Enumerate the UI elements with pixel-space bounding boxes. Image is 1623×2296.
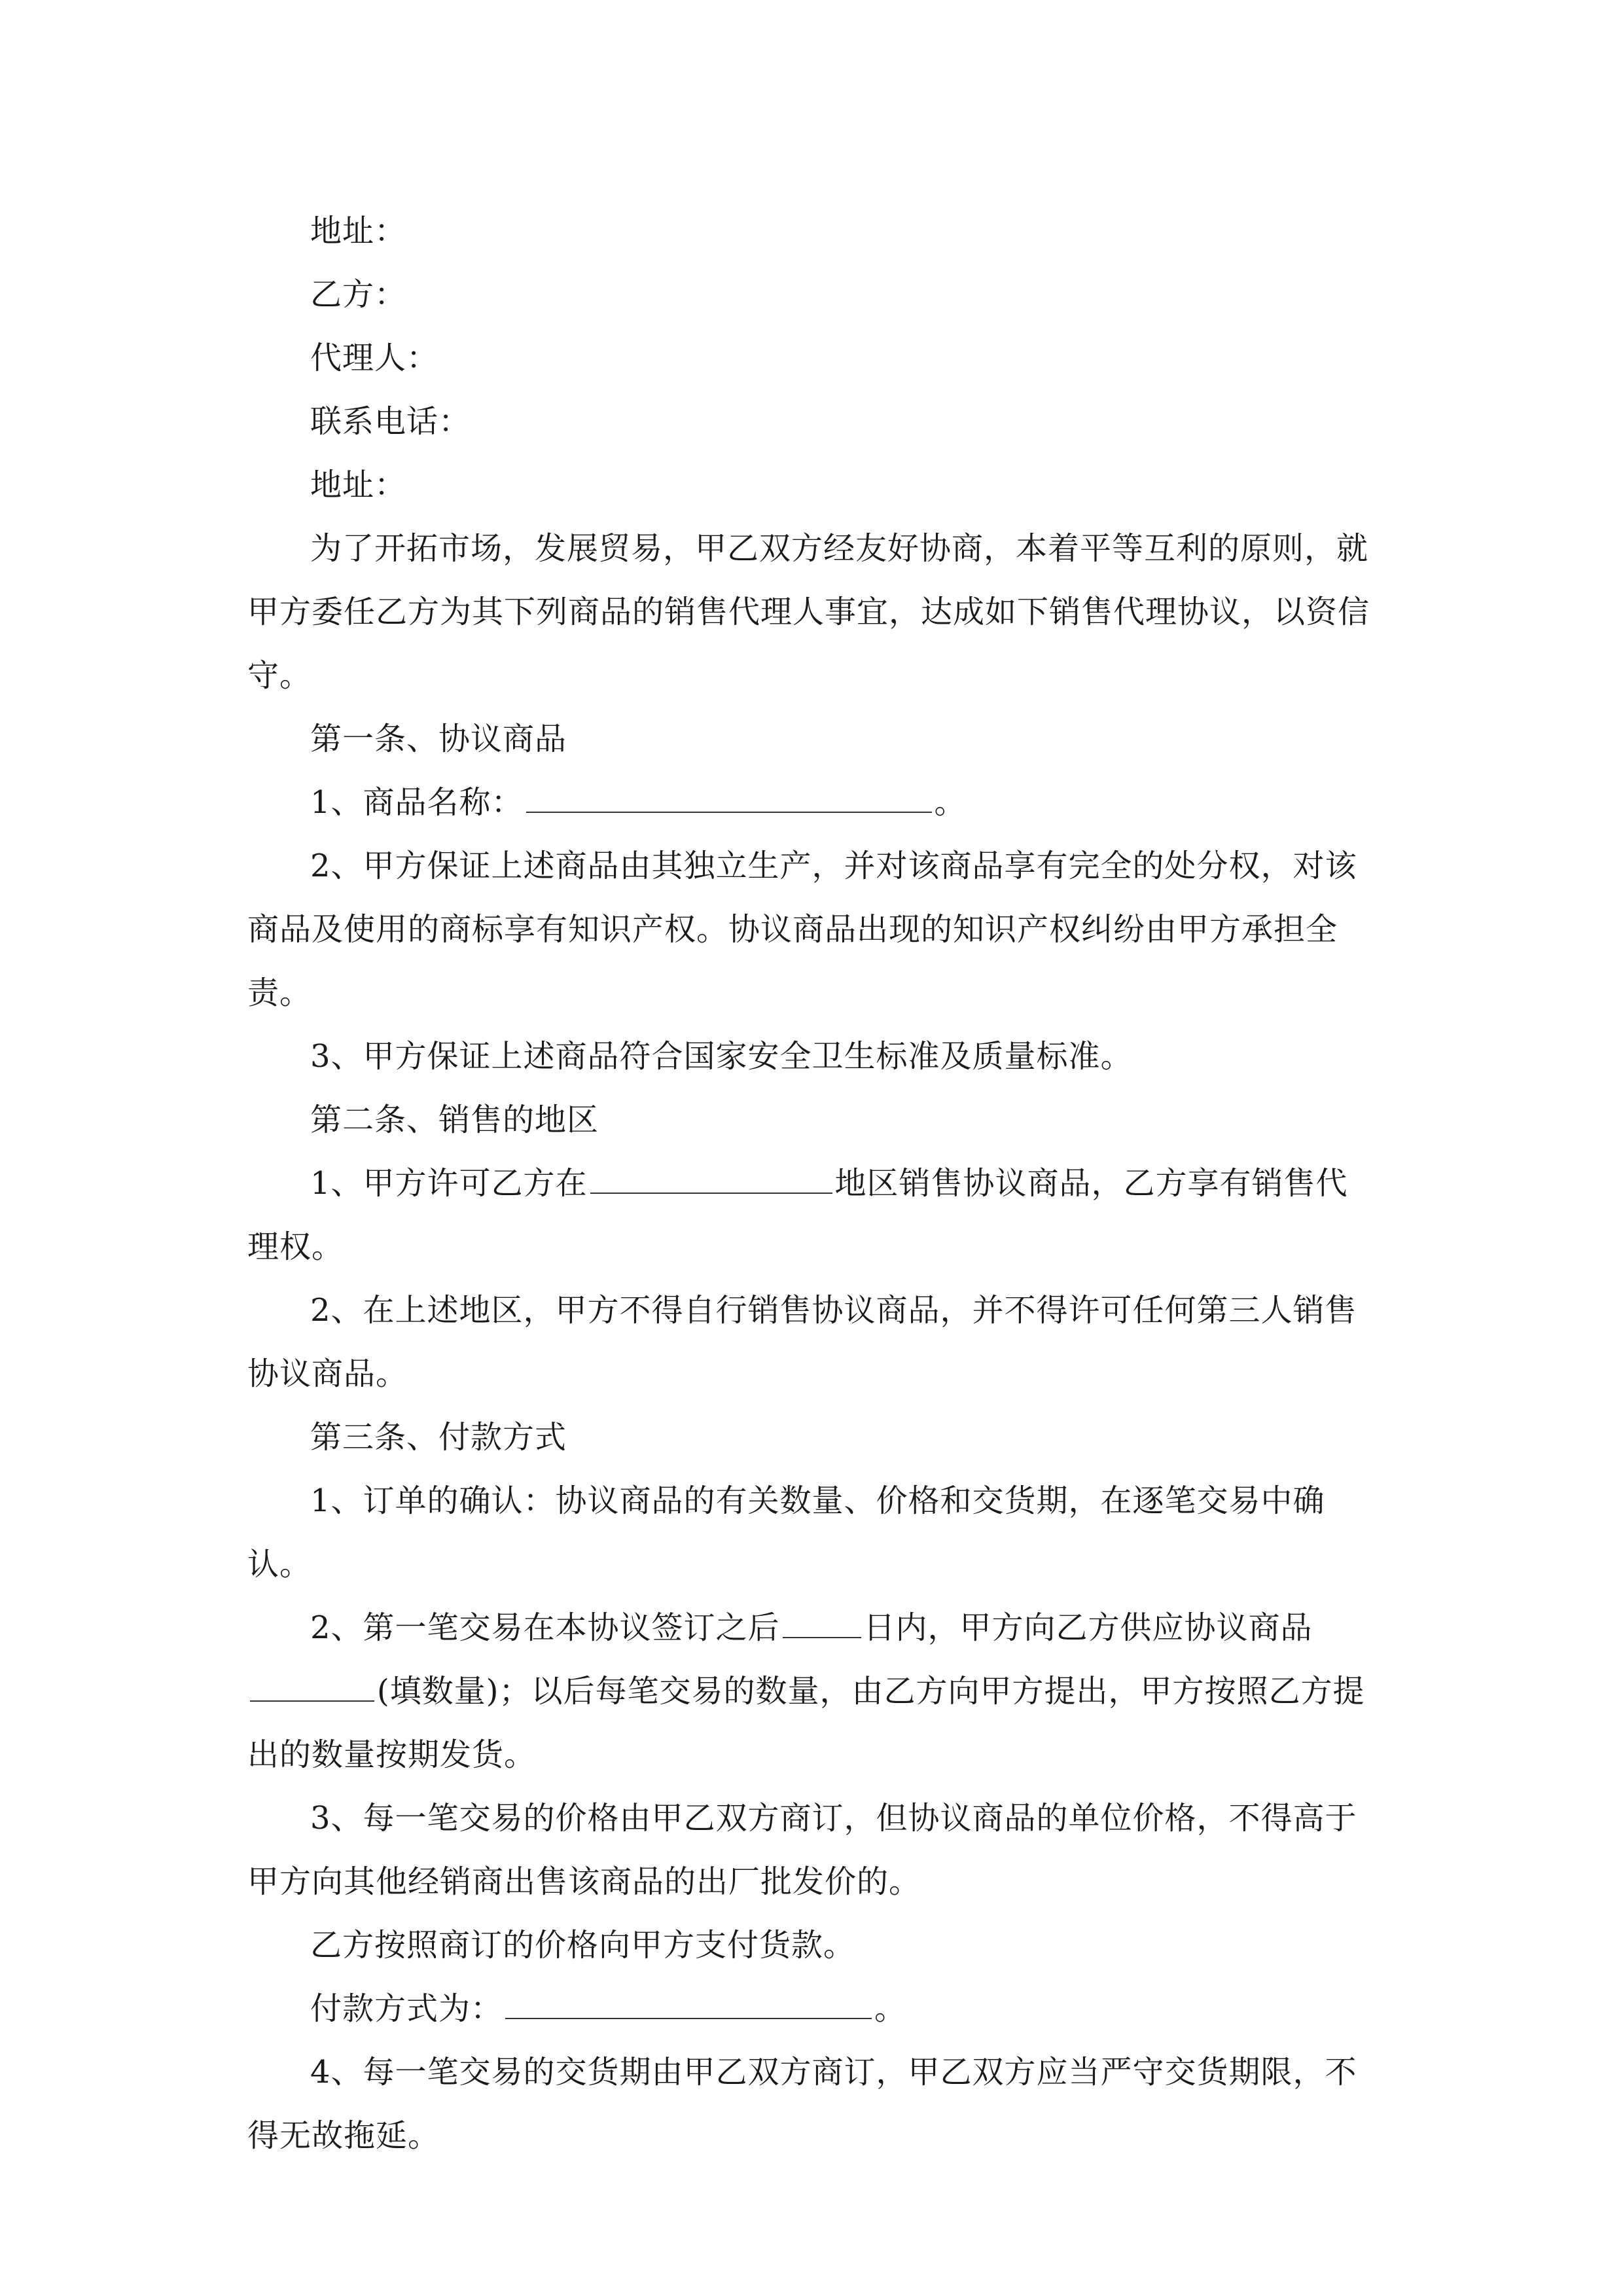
article-3-heading: 第三条、付款方式 [310,1419,567,1456]
address-line-party-b: 地址： [310,467,407,503]
article-2-item-1-prefix: 1、甲方许可乙方在 [310,1165,588,1202]
article-2-heading: 第二条、销售的地区 [310,1102,599,1138]
payment-method-suffix: 。 [874,1990,907,2027]
article-3-item-2-part-2: 日内，甲方向乙方供应协议商品 [863,1609,1313,1646]
party-b-line: 乙方： [310,276,407,313]
article-3-item-3: 3、每一笔交易的价格由甲乙双方商订，但协议商品的单位价格，不得高于甲方向其他经销商出售该商品的出厂批发价的。 [247,1800,1357,1900]
region-blank [590,1158,832,1194]
article-3-item-2-part-3: (填数量)；以后每笔交易的数量，由乙方向甲方提出，甲方按照乙方提出的数量按期发货。 [247,1673,1365,1773]
article-1-item-1-prefix: 1、商品名称： [310,784,524,821]
document-body [247,200,1380,2168]
days-blank [783,1603,861,1638]
payment-method-line [247,1977,1380,2041]
phone-line: 联系电话： [310,403,471,440]
article-1-item-1-suffix: 。 [934,784,967,821]
article-3-item-2-part-1: 2、第一笔交易在本协议签订之后 [310,1609,780,1646]
payment-method-prefix: 付款方式为： [310,1990,503,2027]
article-3-item-4: 4、每一笔交易的交货期由甲乙双方商订，甲乙双方应当严守交货期限，不得无故拖延。 [247,2054,1357,2154]
quantity-blank [250,1666,374,1702]
payment-method-blank [505,1984,872,2019]
article-1-heading: 第一条、协议商品 [310,721,567,757]
article-2-item-2: 2、在上述地区，甲方不得自行销售协议商品，并不得许可任何第三人销售协议商品。 [247,1292,1357,1392]
intro-paragraph: 为了开拓市场，发展贸易，甲乙双方经友好协商，本着平等互利的原则，就甲方委任乙方为其下列商品的销售代理人事宜，达成如下销售代理协议，以资信守。 [247,530,1370,694]
address-line-party-a: 地址： [310,213,407,249]
article-1-item-3: 3、甲方保证上述商品符合国家安全卫生标准及质量标准。 [310,1038,1133,1075]
article-1-item-1 [247,771,1380,834]
product-name-blank [526,778,932,813]
agent-line: 代理人： [310,340,439,376]
article-3-item-2 [247,1596,1380,1787]
article-2-item-1-suffix: 地区销售协议商品，乙方享有销售代理权。 [247,1165,1348,1265]
article-1-item-2: 2、甲方保证上述商品由其独立生产，并对该商品享有完全的处分权，对该商品及使用的商标享有知识产权。协议商品出现的知识产权纠纷由甲方承担全责。 [247,848,1357,1011]
article-3-item-1: 1、订单的确认：协议商品的有关数量、价格和交货期，在逐笔交易中确认。 [247,1482,1325,1583]
payment-line: 乙方按照商订的价格向甲方支付货款。 [310,1927,856,1964]
article-2-item-1 [247,1152,1380,1279]
